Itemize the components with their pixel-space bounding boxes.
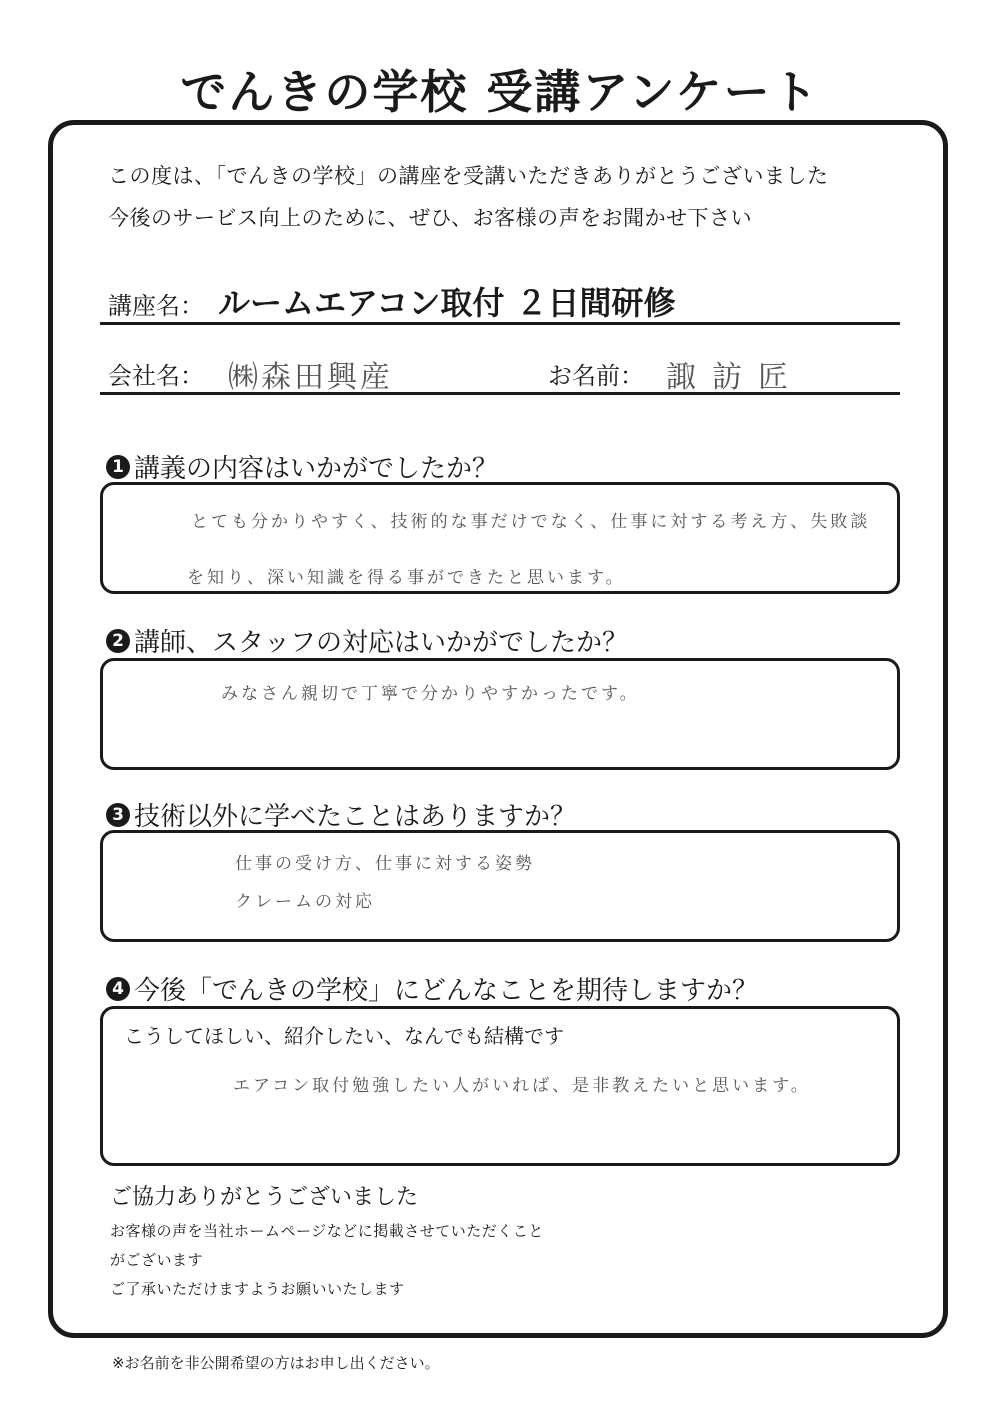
publication-note-2: がございます <box>110 1251 204 1269</box>
company-value: ㈱森田興産 <box>228 360 393 395</box>
question-4-hint: こうしてほしい、紹介したい、なんでも結構です <box>124 1024 564 1048</box>
company-name-row <box>100 340 900 395</box>
answer-box-2 <box>100 658 900 770</box>
question-3 <box>106 796 576 833</box>
question-text: 講義の内容はいかがでしたか？ <box>134 454 499 484</box>
intro-line-2: 今後のサービス向上のために、ぜひ、お客様の声をお聞かせ下さい <box>108 206 753 230</box>
answer-1-line-1: とても分かりやすく、技術的な事だけでなく、仕事に対する考え方、失敗談 <box>191 512 871 532</box>
answer-2-line-1: みなさん親切で丁寧で分かりやすかったです。 <box>221 684 640 704</box>
answer-3-line-1: 仕事の受け方、仕事に対する姿勢 <box>235 854 535 874</box>
course-name: ルームエアコン取付 ２日間研修 <box>218 284 676 322</box>
answer-box-1 <box>100 482 900 594</box>
answer-1-line-2: を知り、深い知識を得る事ができたと思います。 <box>187 568 626 588</box>
answer-3-line-2: クレームの対応 <box>235 892 375 912</box>
name-label: お名前： <box>548 362 644 390</box>
question-number-badge: 3 <box>106 803 130 827</box>
page-title: でんきの学校 受講アンケート <box>180 65 820 119</box>
answer-4-line-1: エアコン取付勉強したい人がいれば、是非教えたいと思います。 <box>233 1076 811 1096</box>
publication-note-1: お客様の声を当社ホームページなどに掲載させていただくこと <box>110 1222 544 1240</box>
question-2 <box>106 622 628 659</box>
intro-line-1: この度は、「でんきの学校」の講座を受講いただきありがとうございました <box>108 164 829 188</box>
question-text: 技術以外に学べたことはありますか？ <box>134 802 577 832</box>
question-1 <box>106 448 498 485</box>
name-value: 諏訪匠 <box>666 360 804 395</box>
company-label: 会社名： <box>108 362 204 390</box>
question-4 <box>106 970 758 1007</box>
answer-box-3 <box>100 830 900 942</box>
publication-note-3: ご了承いただけますようお願いいたします <box>110 1280 405 1298</box>
question-number-badge: 2 <box>106 629 130 653</box>
question-text: 今後「でんきの学校」にどんなことを期待しますか？ <box>134 976 759 1006</box>
question-number-badge: 1 <box>106 455 130 479</box>
footnote: ※お名前を非公開希望の方はお申し出ください。 <box>112 1354 440 1372</box>
question-number-badge: 4 <box>106 977 130 1001</box>
course-row <box>100 272 900 325</box>
course-label: 講座名： <box>108 292 204 320</box>
question-text: 講師、スタッフの対応はいかがでしたか？ <box>134 628 629 658</box>
thanks-message: ご協力ありがとうございました <box>110 1185 419 1210</box>
